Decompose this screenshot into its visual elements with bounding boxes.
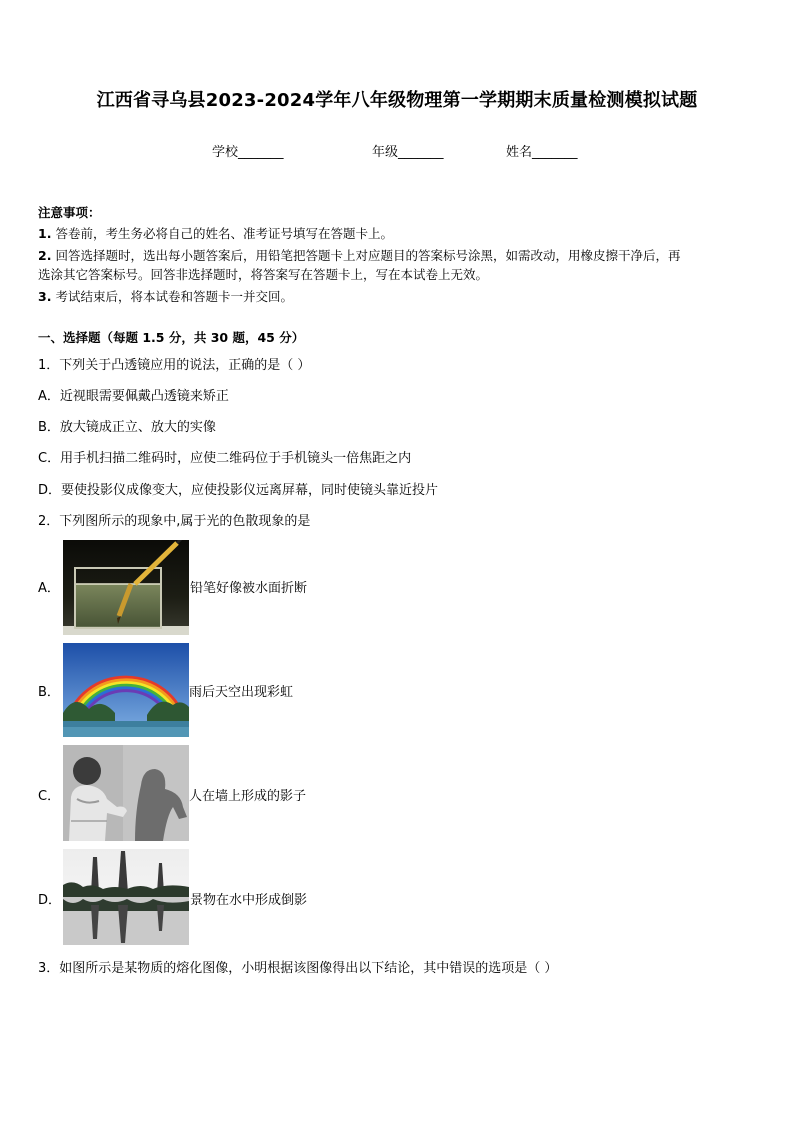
question-2-option-b-caption: 雨后天空出现彩虹 bbox=[189, 685, 294, 700]
pencil-in-water-image bbox=[63, 540, 189, 635]
question-2-option-d-caption: 景物在水中形成倒影 bbox=[190, 893, 308, 908]
rainbow-image bbox=[63, 643, 189, 737]
school-field: 学校_______ bbox=[212, 145, 284, 160]
notice-item-text: 考试结束后，将本试卷和答题卡一并交回。 bbox=[55, 289, 293, 304]
notice-item-number: 3. bbox=[38, 289, 52, 304]
question-1-option-b[interactable]: B．放大镜成正立、放大的实像 bbox=[38, 420, 216, 435]
notice-item-text: 答卷前，考生务必将自己的姓名、准考证号填写在答题卡上。 bbox=[55, 226, 393, 241]
page-title: 江西省寻乌县2023-2024学年八年级物理第一学期期末质量检测模拟试题 bbox=[96, 90, 698, 111]
notice-item-1 bbox=[38, 224, 393, 242]
reflection-in-water-image bbox=[63, 849, 189, 945]
notice-item-2-cont bbox=[38, 265, 488, 283]
question-2-option-d-label[interactable]: D． bbox=[38, 893, 62, 908]
question-2-option-c-label[interactable]: C． bbox=[38, 789, 61, 804]
question-1-stem: 1．下列关于凸透镜应用的说法，正确的是（ ） bbox=[38, 358, 311, 373]
notice-item-2 bbox=[38, 246, 680, 264]
notice-item-text: 选涂其它答案标号。回答非选择题时，将答案写在答题卡上，写在本试卷上无效。 bbox=[38, 267, 489, 282]
question-2-option-a-label[interactable]: A． bbox=[38, 581, 60, 596]
question-2-stem: 2．下列图所示的现象中,属于光的色散现象的是 bbox=[38, 514, 311, 529]
question-2-option-a-caption: 铅笔好像被水面折断 bbox=[190, 581, 308, 596]
section-heading: 一、选择题（每题 1.5 分，共 30 题，45 分） bbox=[38, 330, 305, 345]
question-1-option-c[interactable]: C．用手机扫描二维码时，应使二维码位于手机镜头一倍焦距之内 bbox=[38, 451, 412, 466]
notice-heading: 注意事项： bbox=[38, 205, 101, 220]
question-3-stem: 3．如图所示是某物质的熔化图像，小明根据该图像得出以下结论，其中错误的选项是（ ） bbox=[38, 961, 558, 976]
shadow-on-wall-image bbox=[63, 745, 189, 841]
notice-item-3 bbox=[38, 287, 293, 305]
name-field: 姓名_______ bbox=[506, 145, 578, 160]
question-2-option-b-label[interactable]: B． bbox=[38, 685, 60, 700]
question-1-option-a[interactable]: A．近视眼需要佩戴凸透镜来矫正 bbox=[38, 389, 229, 404]
question-2-option-c-caption: 人在墙上形成的影子 bbox=[189, 789, 307, 804]
notice-item-text: 回答选择题时，选出每小题答案后，用铅笔把答题卡上对应题目的答案标号涂黑，如需改动，用橡皮擦干净后，再 bbox=[55, 248, 681, 263]
question-1-option-d[interactable]: D．要使投影仪成像变大，应使投影仪远离屏幕，同时使镜头靠近投片 bbox=[38, 483, 439, 498]
grade-field: 年级_______ bbox=[372, 145, 444, 160]
notice-item-number: 2. bbox=[38, 248, 52, 263]
notice-item-number: 1. bbox=[38, 226, 52, 241]
